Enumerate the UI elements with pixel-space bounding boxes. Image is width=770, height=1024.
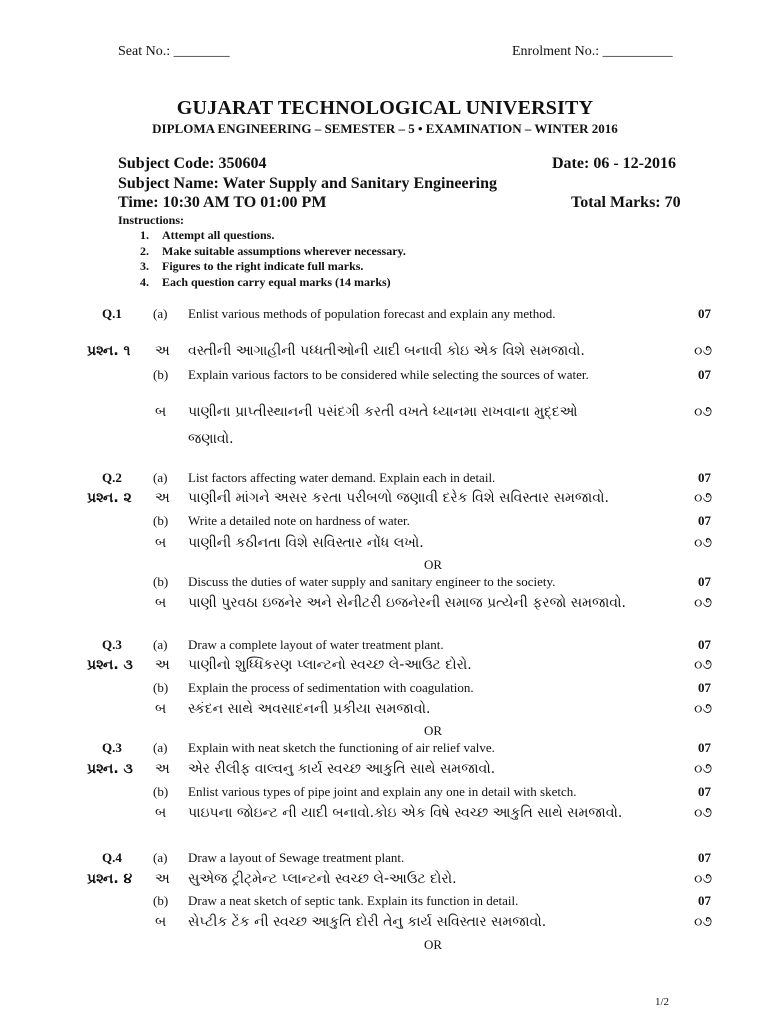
instruction-number: 3. — [140, 259, 149, 273]
sub-question-label: (b) — [153, 513, 169, 528]
question-text: Write a detailed note on hardness of water. — [188, 513, 410, 528]
question-text: Explain the process of sedimentation with coagulation. — [188, 680, 474, 695]
marks: 07 — [698, 740, 711, 755]
or-separator: OR — [423, 723, 443, 738]
sub-question-label-gujarati: અ — [155, 343, 170, 359]
sub-question-label-gujarati: બ — [155, 805, 167, 821]
sub-question-label-gujarati: બ — [155, 535, 167, 551]
sub-question-label-gujarati: બ — [155, 914, 167, 930]
question-text: Draw a neat sketch of septic tank. Explain its function in detail. — [188, 893, 519, 908]
instructions-list — [140, 228, 406, 290]
marks: 07 — [698, 306, 711, 321]
question-text-gujarati: પાઇપના જોઇન્ટ ની યાદી બનાવો.કોઇ એક વિષે સ્વચ્છ આકુતિ સાથે સમજાવો. — [188, 805, 623, 821]
page-number: 1/2 — [655, 996, 670, 1008]
sub-question-label: (a) — [153, 470, 168, 485]
exam-time: Time: 10:30 AM TO 01:00 PM — [118, 194, 327, 211]
instruction-number: 4. — [140, 274, 149, 289]
sub-question-label-gujarati: અ — [155, 761, 170, 777]
marks: 07 — [698, 784, 711, 799]
sub-question-label-gujarati: બ — [155, 595, 167, 611]
instruction-text: Each question carry equal marks (14 marks) — [162, 274, 391, 289]
question-label-gujarati: પ્રશ્ન. ૧ — [87, 343, 131, 359]
subject-code: Subject Code: 350604 — [118, 155, 267, 172]
question-label: Q.1 — [102, 306, 122, 321]
university-title: GUJARAT TECHNOLOGICAL UNIVERSITY — [176, 97, 594, 119]
or-separator: OR — [423, 937, 443, 952]
sub-question-label-gujarati: અ — [155, 657, 170, 673]
sub-question-label: (b) — [153, 680, 169, 695]
sub-question-label: (b) — [153, 574, 169, 589]
marks-gujarati: ૦૭ — [694, 871, 713, 887]
question-text-gujarati: પાણી પુરવઠા ઇજનેર અને સેનીટરી ઇજનેરની સમાજ પ્રત્યેની ફરજો સમજાવો. — [188, 595, 626, 611]
marks-gujarati: ૦૭ — [694, 805, 713, 821]
question-text-gujarati: પાણીની કઠીનતા વિશે સવિસ્તાર નોંધ લખો. — [188, 535, 424, 551]
question-label: Q.2 — [102, 470, 122, 485]
marks-gujarati: ૦૭ — [694, 490, 713, 506]
sub-question-label: (a) — [153, 306, 168, 321]
question-label-gujarati: પ્રશ્ન. ૩ — [87, 761, 133, 777]
marks: 07 — [698, 637, 711, 652]
total-marks: Total Marks: 70 — [571, 194, 681, 211]
question-text-gujarati: સેપ્ટીક ટેંક ની સ્વચ્છ આકુતિ દોરી તેનુ કાર્ય સવિસ્તાર સમજાવો. — [188, 914, 547, 930]
instruction-item — [140, 259, 406, 275]
sub-question-label-gujarati: બ — [155, 701, 167, 717]
subject-name: Subject Name: Water Supply and Sanitary Engineering — [118, 175, 498, 192]
or-separator: OR — [423, 557, 443, 572]
question-label: Q.3 — [102, 637, 122, 652]
marks-gujarati: ૦૭ — [694, 595, 713, 611]
question-text-gujarati: પાણીની માંગને અસર કરતા પરીબળો જણાવી દરેક વિશે સવિસ્તાર સમજાવો. — [188, 490, 609, 506]
question-label: Q.3 — [102, 740, 122, 755]
question-label-gujarati: પ્રશ્ન. ૪ — [87, 871, 133, 887]
question-text: Explain various factors to be considered while selecting the sources of water. — [188, 367, 589, 382]
sub-question-label: (b) — [153, 893, 169, 908]
marks: 07 — [698, 850, 711, 865]
marks-gujarati: ૦૭ — [694, 404, 713, 420]
question-text: Enlist various methods of population forecast and explain any method. — [188, 306, 556, 321]
instruction-item — [140, 275, 406, 291]
sub-question-label: (b) — [153, 367, 169, 382]
instruction-text: Figures to the right indicate full marks. — [162, 259, 364, 273]
instruction-text: Make suitable assumptions wherever necessary. — [162, 243, 406, 258]
marks-gujarati: ૦૭ — [694, 761, 713, 777]
seat-number-field: Seat No.: ________ — [118, 44, 230, 59]
question-text: Discuss the duties of water supply and sanitary engineer to the society. — [188, 574, 556, 589]
enrolment-number-field: Enrolment No.: __________ — [512, 44, 673, 59]
exam-title: DIPLOMA ENGINEERING – SEMESTER – 5 • EXAMINATION – WINTER 2016 — [152, 121, 618, 136]
sub-question-label: (b) — [153, 784, 169, 799]
instructions-heading: Instructions: — [118, 213, 185, 227]
marks-gujarati: ૦૭ — [694, 343, 713, 359]
sub-question-label: (a) — [153, 637, 168, 652]
question-text-gujarati: પાણીના પ્રાપ્તીસ્થાનની પસંદગી કરતી વખતે ધ્યાનમા રાખવાના મુદ્દઓ — [188, 404, 578, 420]
sub-question-label-gujarati: બ — [155, 404, 167, 420]
instruction-item — [140, 244, 406, 260]
question-label-gujarati: પ્રશ્ન. ૩ — [87, 657, 133, 673]
question-text: Enlist various types of pipe joint and explain any one in detail with sketch. — [188, 784, 577, 799]
marks: 07 — [698, 893, 711, 908]
instruction-text: Attempt all questions. — [162, 228, 275, 242]
question-text-gujarati: પાણીનો શુધ્ધિકરણ પ્લાન્ટનો સ્વચ્છ લે-આઉટ દોરો. — [188, 657, 472, 673]
question-text: Explain with neat sketch the functioning of air relief valve. — [188, 740, 495, 755]
marks: 07 — [698, 680, 711, 695]
question-text: List factors affecting water demand. Explain each in detail. — [188, 470, 496, 485]
instruction-number: 2. — [140, 243, 149, 258]
instruction-item — [140, 228, 406, 244]
marks-gujarati: ૦૭ — [694, 535, 713, 551]
question-text-gujarati: સ્કંદન સાથે અવસાદનની પ્રકીયા સમજાવો. — [188, 701, 431, 717]
marks: 07 — [698, 574, 711, 589]
marks: 07 — [698, 367, 711, 382]
question-text-gujarati: વસ્તીની આગાહીની પધ્ધતીઓની યાદી બનાવી કોઇ એક વિશે સમજાવો. — [188, 343, 585, 359]
sub-question-label: (a) — [153, 740, 168, 755]
sub-question-label-gujarati: અ — [155, 871, 170, 887]
instruction-number: 1. — [140, 228, 149, 242]
question-text: Draw a complete layout of water treatment plant. — [188, 637, 444, 652]
marks-gujarati: ૦૭ — [694, 701, 713, 717]
marks: 07 — [698, 513, 711, 528]
marks: 07 — [698, 470, 711, 485]
exam-date: Date: 06 - 12-2016 — [552, 155, 676, 172]
question-label: Q.4 — [102, 850, 122, 865]
sub-question-label: (a) — [153, 850, 168, 865]
sub-question-label-gujarati: અ — [155, 490, 170, 506]
question-text-gujarati-continued: જણાવો. — [188, 431, 234, 447]
question-text-gujarati: એર રીલીફ વાલ્વનુ કાર્ય સ્વચ્છ આકુતિ સાથે સમજાવો. — [188, 761, 496, 777]
question-text-gujarati: સુએજ ટ્રીટ્મેન્ટ પ્લાન્ટનો સ્વચ્છ લે-આઉટ દોરો. — [188, 871, 457, 887]
marks-gujarati: ૦૭ — [694, 914, 713, 930]
marks-gujarati: ૦૭ — [694, 657, 713, 673]
question-label-gujarati: પ્રશ્ન. ૨ — [87, 490, 132, 506]
question-text: Draw a layout of Sewage treatment plant. — [188, 850, 405, 865]
